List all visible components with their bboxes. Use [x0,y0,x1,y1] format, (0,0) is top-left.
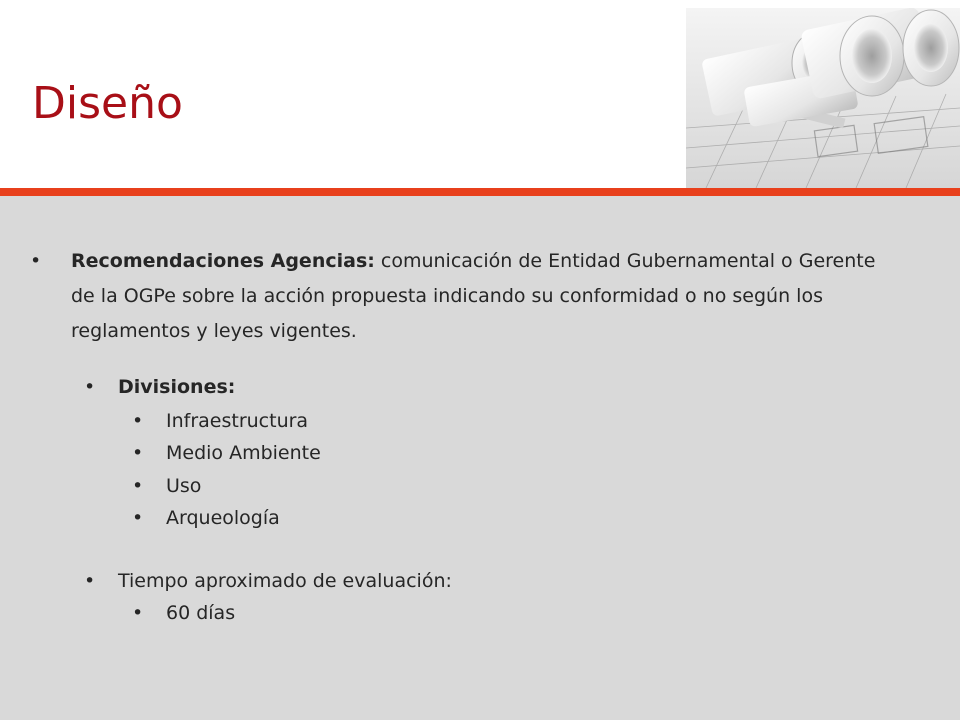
bullet-icon: • [132,442,144,464]
bullet-icon: • [132,475,144,497]
paragraph-lead: Recomendaciones Agencias: [71,250,375,272]
bullet-icon: • [30,250,42,272]
bullet-icon: • [84,570,96,592]
list-item: • Arqueología [132,507,280,529]
bullet-icon: • [132,602,144,624]
accent-divider [0,188,960,196]
bullet-icon: • [84,376,96,398]
paragraph-body: comunicación de Entidad Gubernamental o Gerente de la OGPe sobre la acción propuesta indicando su conformidad o no según los reglamentos y leyes vigentes. [71,250,876,342]
slide-content [0,196,960,720]
tiempo-heading: • Tiempo aproximado de evaluación: [84,570,452,592]
blueprint-rolls-image [686,8,960,188]
slide-title: Diseño [32,78,183,129]
list-item: • Medio Ambiente [132,442,321,464]
slide-header [0,0,960,188]
divisiones-heading: • Divisiones: [84,376,236,398]
list-item: • Infraestructura [132,410,309,432]
list-item: • Uso [132,475,202,497]
recomendaciones-paragraph [30,244,900,349]
list-item: • 60 días [132,602,236,624]
bullet-icon: • [132,410,144,432]
bullet-icon: • [132,507,144,529]
